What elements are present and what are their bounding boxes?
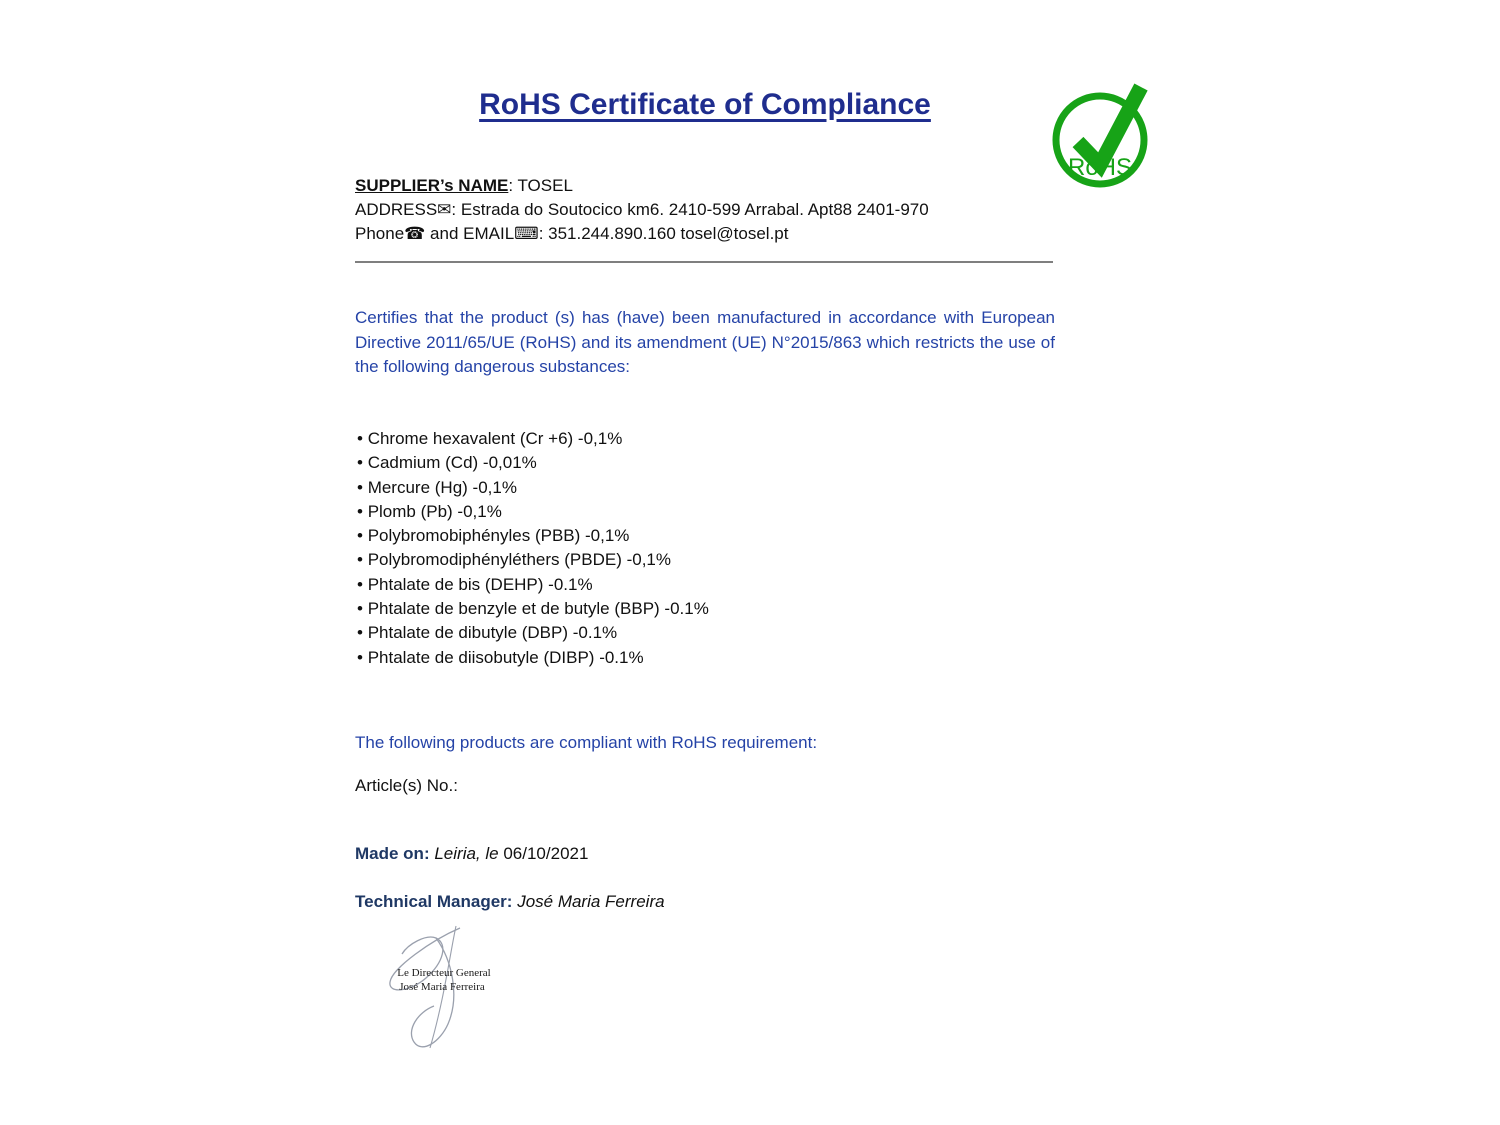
supplier-name-label: SUPPLIER’s NAME [355, 176, 509, 195]
list-item: • Phtalate de diisobutyle (DIBP) -0.1% [357, 646, 1057, 670]
rohs-logo-label: RoHS [1067, 154, 1133, 181]
page-title: RoHS Certificate of Compliance [479, 88, 931, 121]
list-item: • Polybromobiphényles (PBB) -0,1% [357, 524, 1057, 548]
made-on-date: 06/10/2021 [503, 844, 589, 863]
list-item: • Plomb (Pb) -0,1% [357, 500, 1057, 524]
substances-list [357, 427, 1057, 670]
technical-manager-label: Technical Manager: [355, 892, 513, 911]
list-item: • Phtalate de bis (DEHP) -0.1% [357, 573, 1057, 597]
technical-manager-line [355, 892, 1055, 912]
supplier-contact-line: Phone☎ and EMAIL⌨: 351.244.890.160 tosel@tosel.pt [355, 224, 789, 243]
made-on-label: Made on: [355, 844, 430, 863]
compliance-statement: Certifies that the product (s) has (have) been manufactured in accordance with European Directive 2011/65/UE (RoHS) and its amendment (UE) N°2015/863 which restricts the use of the following dangerous substances: [355, 308, 1055, 376]
signature-title: Le Directeur General [397, 967, 491, 979]
supplier-address-line: ADDRESS✉: Estrada do Soutocico km6. 2410-599 Arrabal. Apt88 2401-970 [355, 200, 929, 219]
list-item: • Phtalate de dibutyle (DBP) -0.1% [357, 621, 1057, 645]
list-item: • Cadmium (Cd) -0,01% [357, 451, 1057, 475]
supplier-block [355, 174, 1055, 246]
articles-label: Article(s) No.: [355, 776, 458, 795]
signature [352, 920, 542, 1060]
supplier-name-value: : TOSEL [508, 176, 573, 195]
horizontal-divider [355, 261, 1053, 263]
supplier-name-line [355, 174, 1055, 198]
list-item: • Polybromodiphényléthers (PBDE) -0,1% [357, 548, 1057, 572]
rohs-logo [1048, 80, 1158, 192]
compliance-line: The following products are compliant with RoHS requirement: [355, 733, 818, 752]
technical-manager-name: José Maria Ferreira [517, 892, 665, 911]
made-on-line [355, 844, 1055, 864]
made-on-place: Leiria, le [434, 844, 499, 863]
signature-name: José Maria Ferreira [399, 981, 485, 993]
list-item: • Phtalate de benzyle et de butyle (BBP) -0.1% [357, 597, 1057, 621]
list-item: • Mercure (Hg) -0,1% [357, 476, 1057, 500]
list-item: • Chrome hexavalent (Cr +6) -0,1% [357, 427, 1057, 451]
